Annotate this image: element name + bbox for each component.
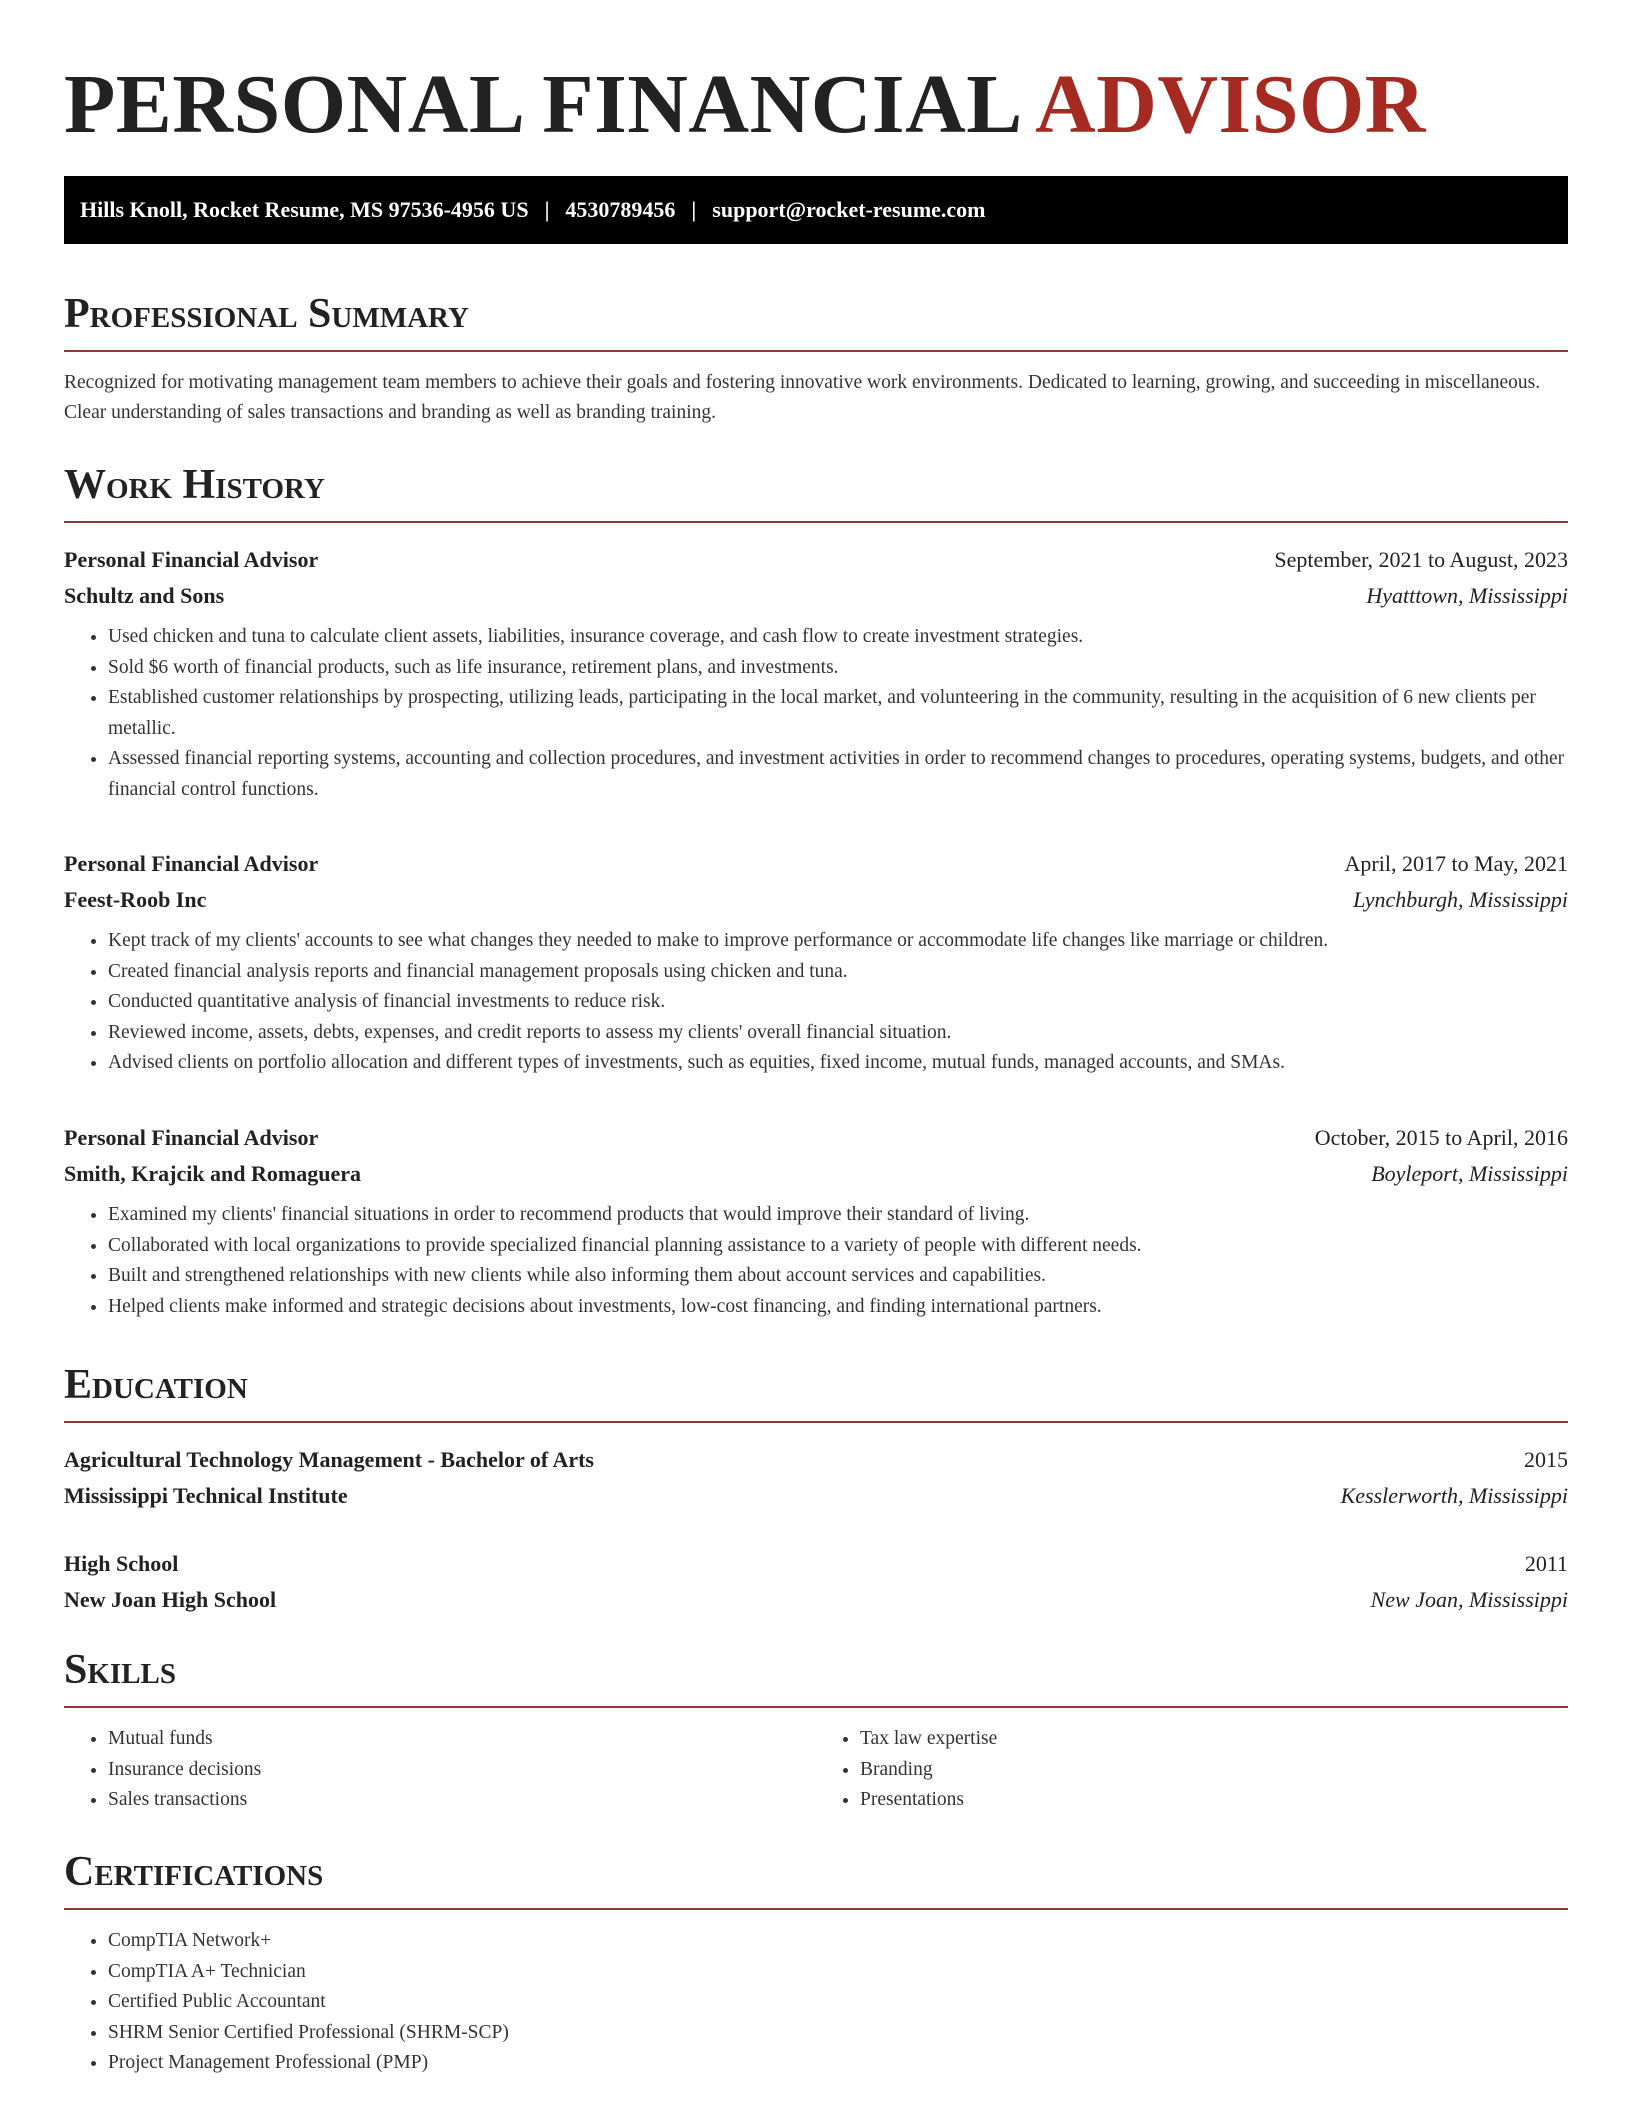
title-main: PERSONAL FINANCIAL [64,58,1019,151]
list-item: • Mutual funds [108,1724,816,1755]
job-location: Boyleport, Mississippi [1371,1161,1568,1186]
list-item: • CompTIA Network+ [108,1926,1568,1957]
list-item: • Branding [860,1755,1568,1786]
certifications-list [64,1926,1568,2079]
list-item: • Created financial analysis reports and financial management proposals using chicken and tuna. [108,957,1568,988]
resume-page [64,0,1568,2073]
list-item: • Sold $6 worth of financial products, such as life insurance, retirement plans, and investments. [108,653,1568,684]
contact-bar [64,176,1568,244]
section-divider [64,1421,1568,1423]
job-location: Hyatttown, Mississippi [1366,583,1568,608]
list-item: • Insurance decisions [108,1755,816,1786]
education-degree: High School [64,1551,179,1576]
list-item: • Assessed financial reporting systems, accounting and collection procedures, and investment activities in order to recommend changes to procedures, operating systems, budgets, and other financial control functions. [108,744,1568,805]
education-year: 2015 [1524,1447,1568,1472]
contact-address: Hills Knoll, Rocket Resume, MS 97536-4956 US [80,197,529,222]
contact-email: support@rocket-resume.com [712,197,986,222]
list-item: • Established customer relationships by prospecting, utilizing leads, participating in the local market, and volunteering in the community, resulting in the acquisition of 6 new clients per metallic. [108,683,1568,744]
job-dates: September, 2021 to August, 2023 [1274,547,1568,572]
list-item: • SHRM Senior Certified Professional (SHRM-SCP) [108,2018,1568,2049]
title-accent: ADVISOR [1035,58,1426,151]
education-degree: Agricultural Technology Management - Bachelor of Arts [64,1447,594,1472]
education-year: 2011 [1524,1551,1568,1576]
skills-section [64,1644,1568,1816]
job-title: Personal Financial Advisor [64,547,319,572]
education-entry [64,1442,1568,1514]
education-school: New Joan High School [64,1587,277,1612]
certifications-section [64,1846,1568,2079]
job-entry [64,1120,1568,1322]
list-item: • Built and strengthened relationships with new clients while also informing them about account services and capabilities. [108,1261,1568,1292]
job-dates: April, 2017 to May, 2021 [1344,851,1568,876]
job-bullets [64,926,1568,1079]
list-item: • Project Management Professional (PMP) [108,2048,1568,2079]
job-entry [64,846,1568,1079]
skills-heading: Skills [64,1647,177,1693]
education-entry [64,1546,1568,1618]
contact-separator: | [544,197,550,222]
education-school: Mississippi Technical Institute [64,1483,348,1508]
skills-list-left [64,1724,816,1816]
job-bullets [64,1200,1568,1322]
contact-separator: | [691,197,697,222]
list-item: • Certified Public Accountant [108,1987,1568,2018]
list-item: • Collaborated with local organizations to provide specialized financial planning assistance to a variety of people with different needs. [108,1231,1568,1262]
contact-phone: 4530789456 [565,197,676,222]
summary-heading: Professional Summary [64,291,469,337]
work-heading: Work History [64,462,325,508]
job-company: Schultz and Sons [64,583,225,608]
education-section [64,1359,1568,1439]
summary-text: Recognized for motivating management team members to achieve their goals and fostering innovative work environments. Dedicated to learning, growing, and succeeding in miscellaneous. Clear understanding of sales transactions and branding as well as branding training. [64,372,1541,423]
list-item: • Used chicken and tuna to calculate client assets, liabilities, insurance coverage, and cash flow to create investment strategies. [108,622,1568,653]
list-item: • Conducted quantitative analysis of financial investments to reduce risk. [108,987,1568,1018]
skills-grid [64,1724,1568,1816]
list-item: • Reviewed income, assets, debts, expenses, and credit reports to assess my clients' overall financial situation. [108,1018,1568,1049]
job-bullets [64,622,1568,805]
job-location: Lynchburgh, Mississippi [1353,887,1568,912]
list-item: • Tax law expertise [860,1724,1568,1755]
work-section [64,459,1568,539]
education-location: New Joan, Mississippi [1370,1587,1568,1612]
education-location: Kesslerworth, Mississippi [1340,1483,1568,1508]
education-heading: Education [64,1362,248,1408]
section-divider [64,350,1568,352]
section-divider [64,1908,1568,1910]
list-item: • Kept track of my clients' accounts to see what changes they needed to make to improve performance or accommodate life changes like marriage or children. [108,926,1568,957]
job-title: Personal Financial Advisor [64,851,319,876]
job-entry [64,542,1568,805]
section-divider [64,521,1568,523]
section-divider [64,1706,1568,1708]
certifications-heading: Certifications [64,1849,324,1895]
job-company: Feest-Roob Inc [64,887,207,912]
list-item: • CompTIA A+ Technician [108,1957,1568,1988]
job-company: Smith, Krajcik and Romaguera [64,1161,361,1186]
job-title: Personal Financial Advisor [64,1125,319,1150]
list-item: • Presentations [860,1785,1568,1816]
list-item: • Examined my clients' financial situations in order to recommend products that would improve their standard of living. [108,1200,1568,1231]
list-item: • Advised clients on portfolio allocation and different types of investments, such as equities, fixed income, mutual funds, managed accounts, and SMAs. [108,1048,1568,1079]
list-item: • Helped clients make informed and strategic decisions about investments, low-cost financing, and finding international partners. [108,1292,1568,1323]
job-dates: October, 2015 to April, 2016 [1314,1125,1568,1150]
skills-list-right [816,1724,1568,1816]
resume-title [64,0,1568,158]
list-item: • Sales transactions [108,1785,816,1816]
summary-section [64,288,1568,428]
